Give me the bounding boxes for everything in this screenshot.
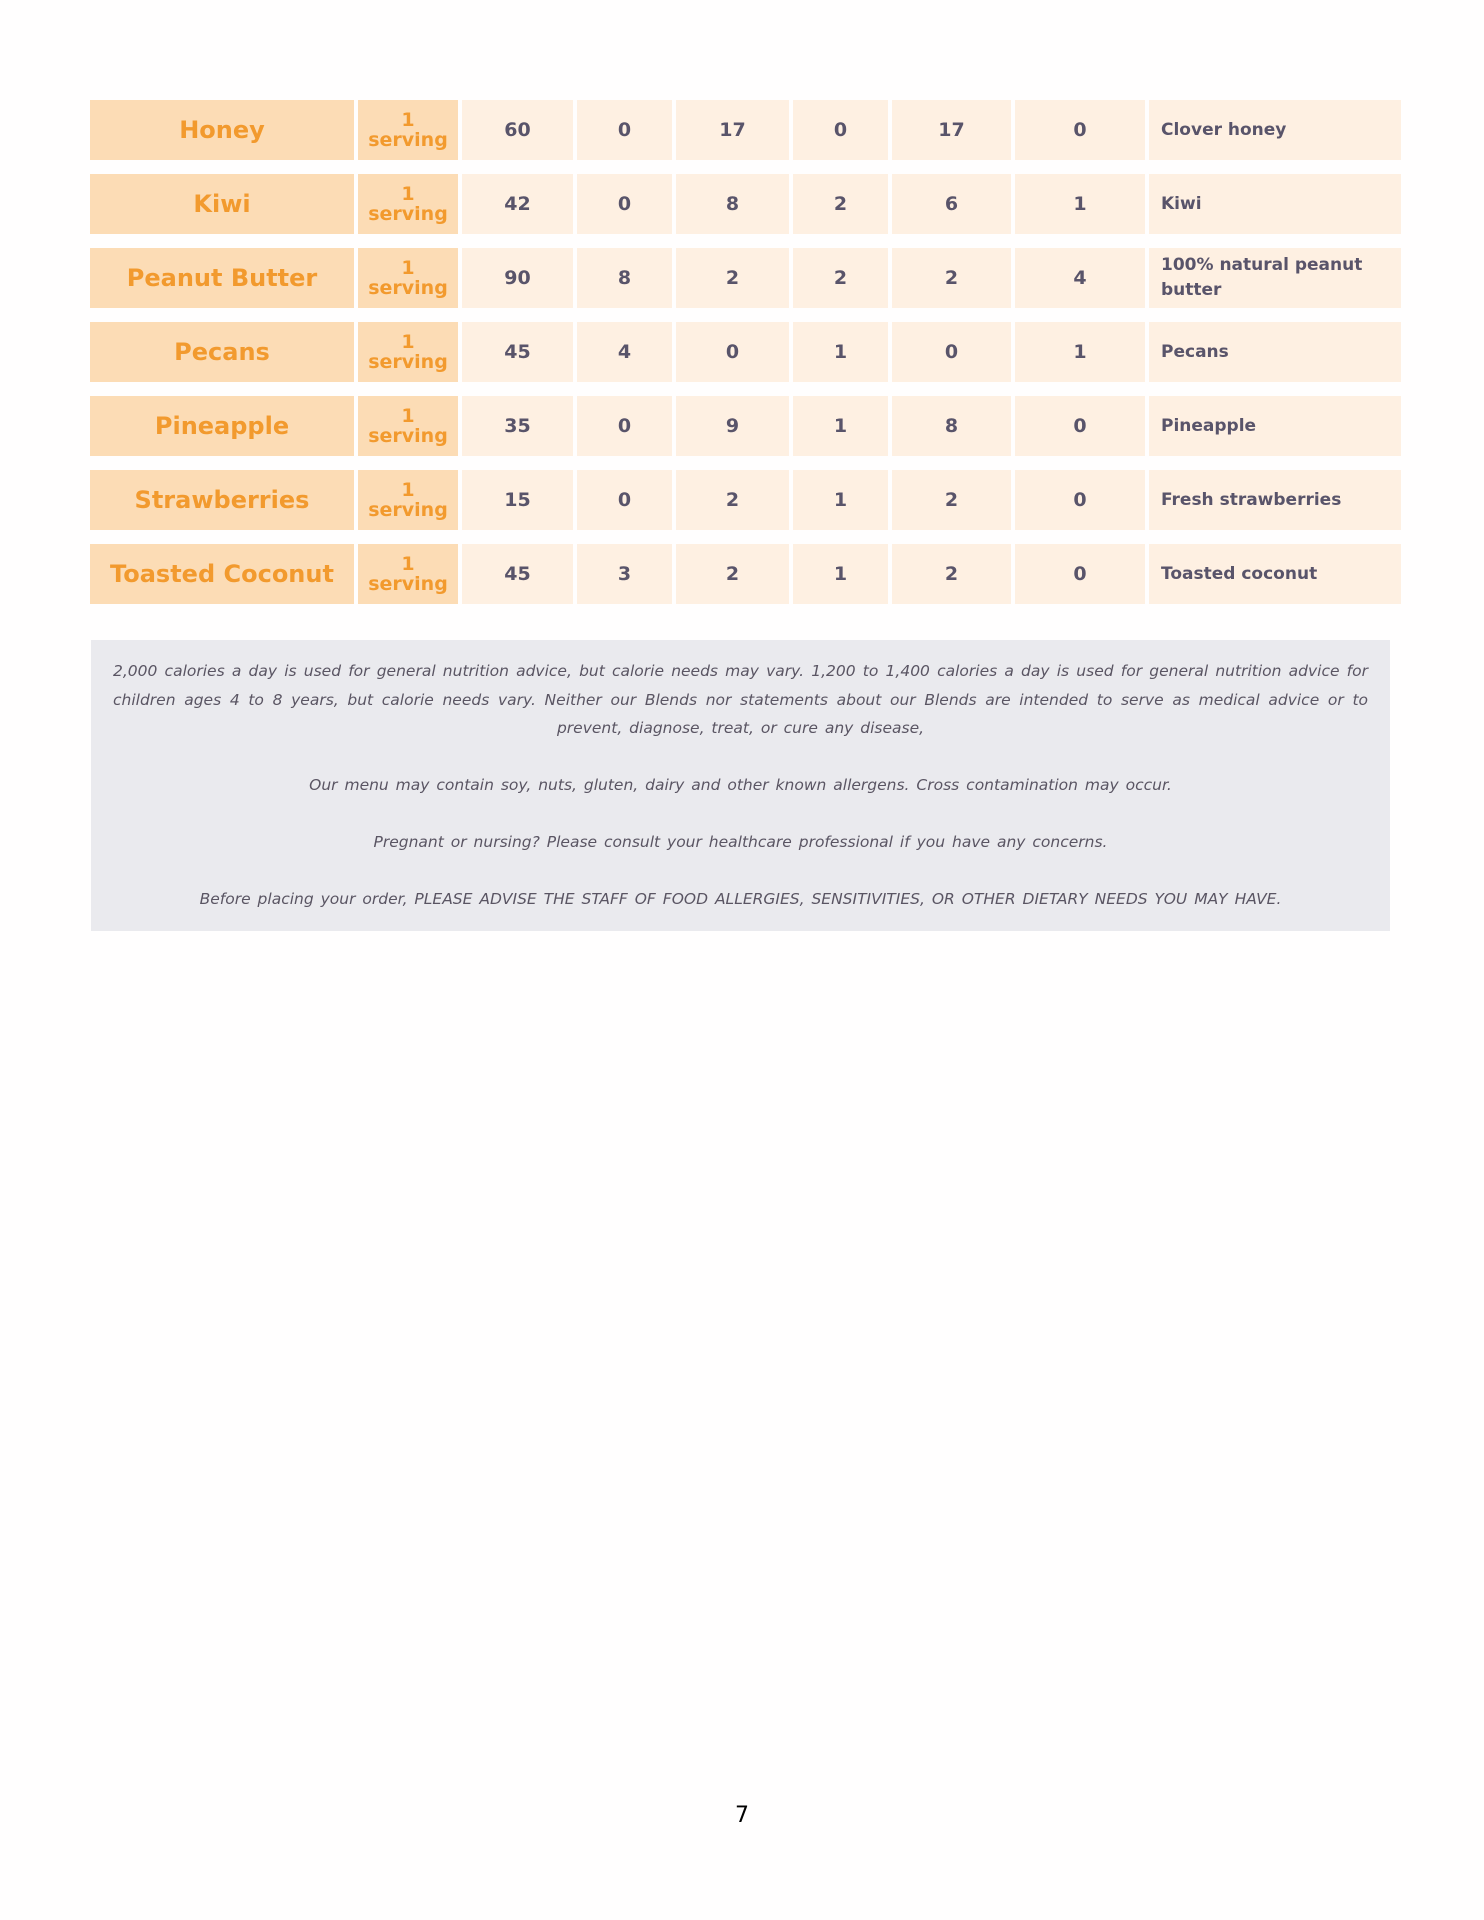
ingredient-description: Clover honey [1149,100,1401,160]
calories-cell: 42 [462,174,573,234]
ingredient-description: Pecans [1149,322,1401,382]
carbs-cell: 0 [676,322,789,382]
serving-unit: serving [368,499,448,521]
serving-unit: serving [368,351,448,373]
carbs-cell: 9 [676,396,789,456]
ingredient-description: Fresh strawberries [1149,470,1401,530]
protein-cell: 0 [1015,396,1145,456]
serving-unit: serving [368,129,448,151]
fat-cell: 0 [577,470,672,530]
fiber-cell: 2 [793,174,888,234]
serving-size [358,248,458,308]
serving-quantity: 1 [401,405,415,427]
calories-cell: 35 [462,396,573,456]
fat-cell: 0 [577,396,672,456]
fiber-cell: 2 [793,248,888,308]
sugar-cell: 17 [892,100,1011,160]
sugar-cell: 0 [892,322,1011,382]
ingredient-name: Peanut Butter [90,248,354,308]
calories-cell: 15 [462,470,573,530]
carbs-cell: 2 [676,544,789,604]
sugar-cell: 2 [892,248,1011,308]
sugar-cell: 6 [892,174,1011,234]
table-row [90,470,1401,530]
carbs-cell: 17 [676,100,789,160]
fat-cell: 3 [577,544,672,604]
disclaimer-box [91,640,1390,931]
protein-cell: 0 [1015,100,1145,160]
fat-cell: 0 [577,100,672,160]
protein-cell: 1 [1015,174,1145,234]
serving-unit: serving [368,203,448,225]
fiber-cell: 1 [793,544,888,604]
fat-cell: 4 [577,322,672,382]
table-row [90,174,1401,234]
carbs-cell: 8 [676,174,789,234]
calories-cell: 45 [462,544,573,604]
serving-unit: serving [368,573,448,595]
table-row [90,100,1401,160]
ingredient-name: Pineapple [90,396,354,456]
serving-quantity: 1 [401,109,415,131]
ingredient-name: Strawberries [90,470,354,530]
ingredient-description: 100% natural peanut butter [1149,248,1401,308]
ingredient-name: Toasted Coconut [90,544,354,604]
calories-cell: 45 [462,322,573,382]
table-row [90,544,1401,604]
serving-size [358,174,458,234]
sugar-cell: 2 [892,470,1011,530]
serving-quantity: 1 [401,183,415,205]
fiber-cell: 1 [793,470,888,530]
ingredient-name: Kiwi [90,174,354,234]
serving-size [358,396,458,456]
serving-quantity: 1 [401,257,415,279]
calorie-disclaimer: 2,000 calories a day is used for general nutrition advice, but calorie needs may vary. 1,200 to 1,400 calories a day is used for general nutrition advice for children ages 4 to 8 years, but calorie needs vary. Neither our Blends nor statements about our Blends are intended to serve as medical advice or to prevent, diagnose, treat, or cure any disease, [113,662,1368,737]
staff-advisory: Before placing your order, PLEASE ADVISE THE STAFF OF FOOD ALLERGIES, SENSITIVITIES, OR OTHER DIETARY NEEDS YOU MAY HAVE. [199,890,1282,908]
serving-quantity: 1 [401,479,415,501]
table-body [90,100,1401,604]
table-row [90,248,1401,308]
ingredient-description: Toasted coconut [1149,544,1401,604]
carbs-cell: 2 [676,248,789,308]
serving-size [358,100,458,160]
ingredient-description: Kiwi [1149,174,1401,234]
sugar-cell: 2 [892,544,1011,604]
nutrition-table [86,86,1405,618]
fat-cell: 8 [577,248,672,308]
table-row [90,396,1401,456]
calories-cell: 60 [462,100,573,160]
carbs-cell: 2 [676,470,789,530]
fiber-cell: 1 [793,322,888,382]
calories-cell: 90 [462,248,573,308]
sugar-cell: 8 [892,396,1011,456]
serving-quantity: 1 [401,331,415,353]
pregnancy-notice: Pregnant or nursing? Please consult your healthcare professional if you have any concerns. [373,833,1108,851]
ingredient-name: Honey [90,100,354,160]
protein-cell: 4 [1015,248,1145,308]
serving-unit: serving [368,425,448,447]
protein-cell: 0 [1015,544,1145,604]
protein-cell: 0 [1015,470,1145,530]
serving-quantity: 1 [401,553,415,575]
serving-size [358,544,458,604]
protein-cell: 1 [1015,322,1145,382]
fat-cell: 0 [577,174,672,234]
page-number: 7 [735,1803,749,1828]
serving-size [358,470,458,530]
fiber-cell: 0 [793,100,888,160]
table-row [90,322,1401,382]
serving-unit: serving [368,277,448,299]
ingredient-name: Pecans [90,322,354,382]
serving-size [358,322,458,382]
allergen-notice: Our menu may contain soy, nuts, gluten, dairy and other known allergens. Cross contamination may occur. [309,776,1172,794]
fiber-cell: 1 [793,396,888,456]
ingredient-description: Pineapple [1149,396,1401,456]
